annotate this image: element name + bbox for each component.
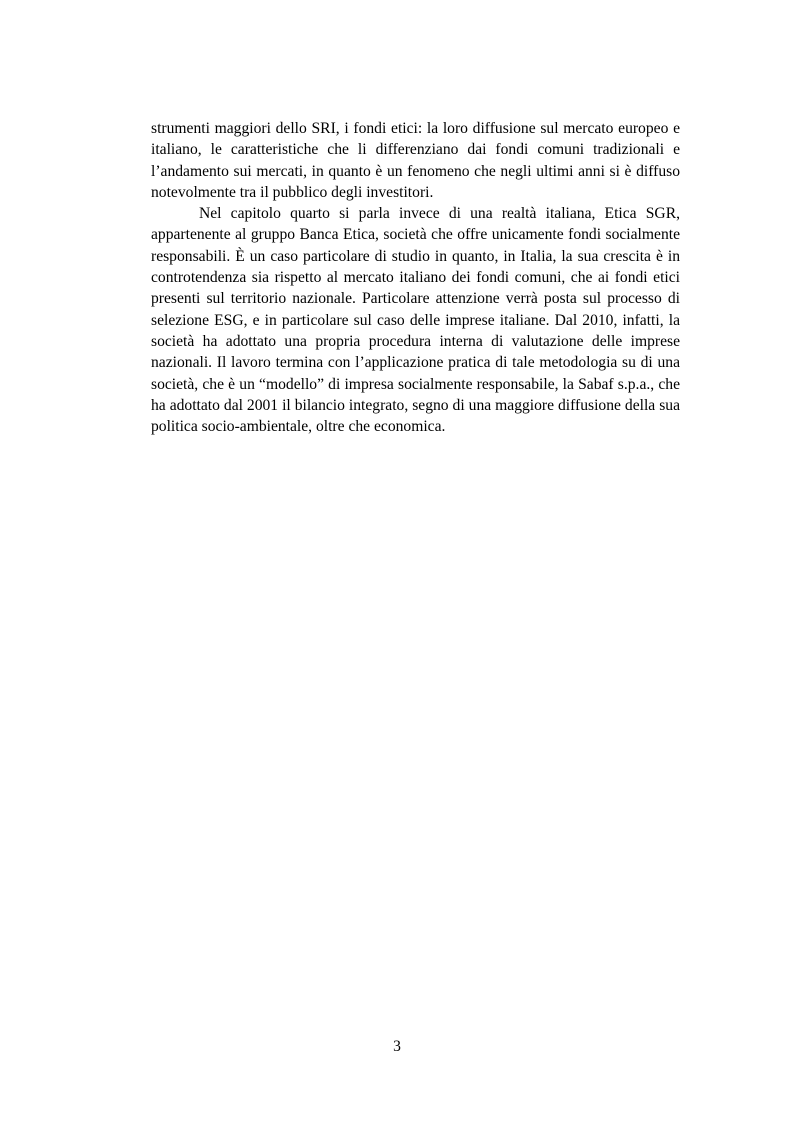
page-number: 3 (393, 1038, 401, 1055)
paragraph-continuation: strumenti maggiori dello SRI, i fondi etici: la loro diffusione sul mercato europeo e italiano, le caratteristiche che li differenziano dai fondi comuni tradizionali e l’andamento sui mercati, in quanto è un fenomeno che negli ultimi anni si è diffuso notevolmente tra il pubblico degli investitori. (151, 120, 680, 201)
paragraph-chapter-four: Nel capitolo quarto si parla invece di una realtà italiana, Etica SGR, appartenente al gruppo Banca Etica, società che offre unicamente fondi socialmente responsabili. È un caso particolare di studio in quanto, in Italia, la sua crescita è in controtendenza sia rispetto al mercato italiano dei fondi comuni, che ai fondi etici presenti sul territorio nazionale. Particolare attenzione verrà posta sul processo di selezione ESG, e in particolare sul caso delle imprese italiane. Dal 2010, infatti, la società ha adottato una propria procedura interna di valutazione delle imprese nazionali. Il lavoro termina con l’applicazione pratica di tale metodologia su di una società, che è un “modello” di impresa socialmente responsabile, la Sabaf s.p.a., che ha adottato dal 2001 il bilancio integrato, segno di una maggiore diffusione della sua politica socio-ambientale, oltre che economica. (151, 205, 680, 436)
body-text (151, 118, 680, 437)
